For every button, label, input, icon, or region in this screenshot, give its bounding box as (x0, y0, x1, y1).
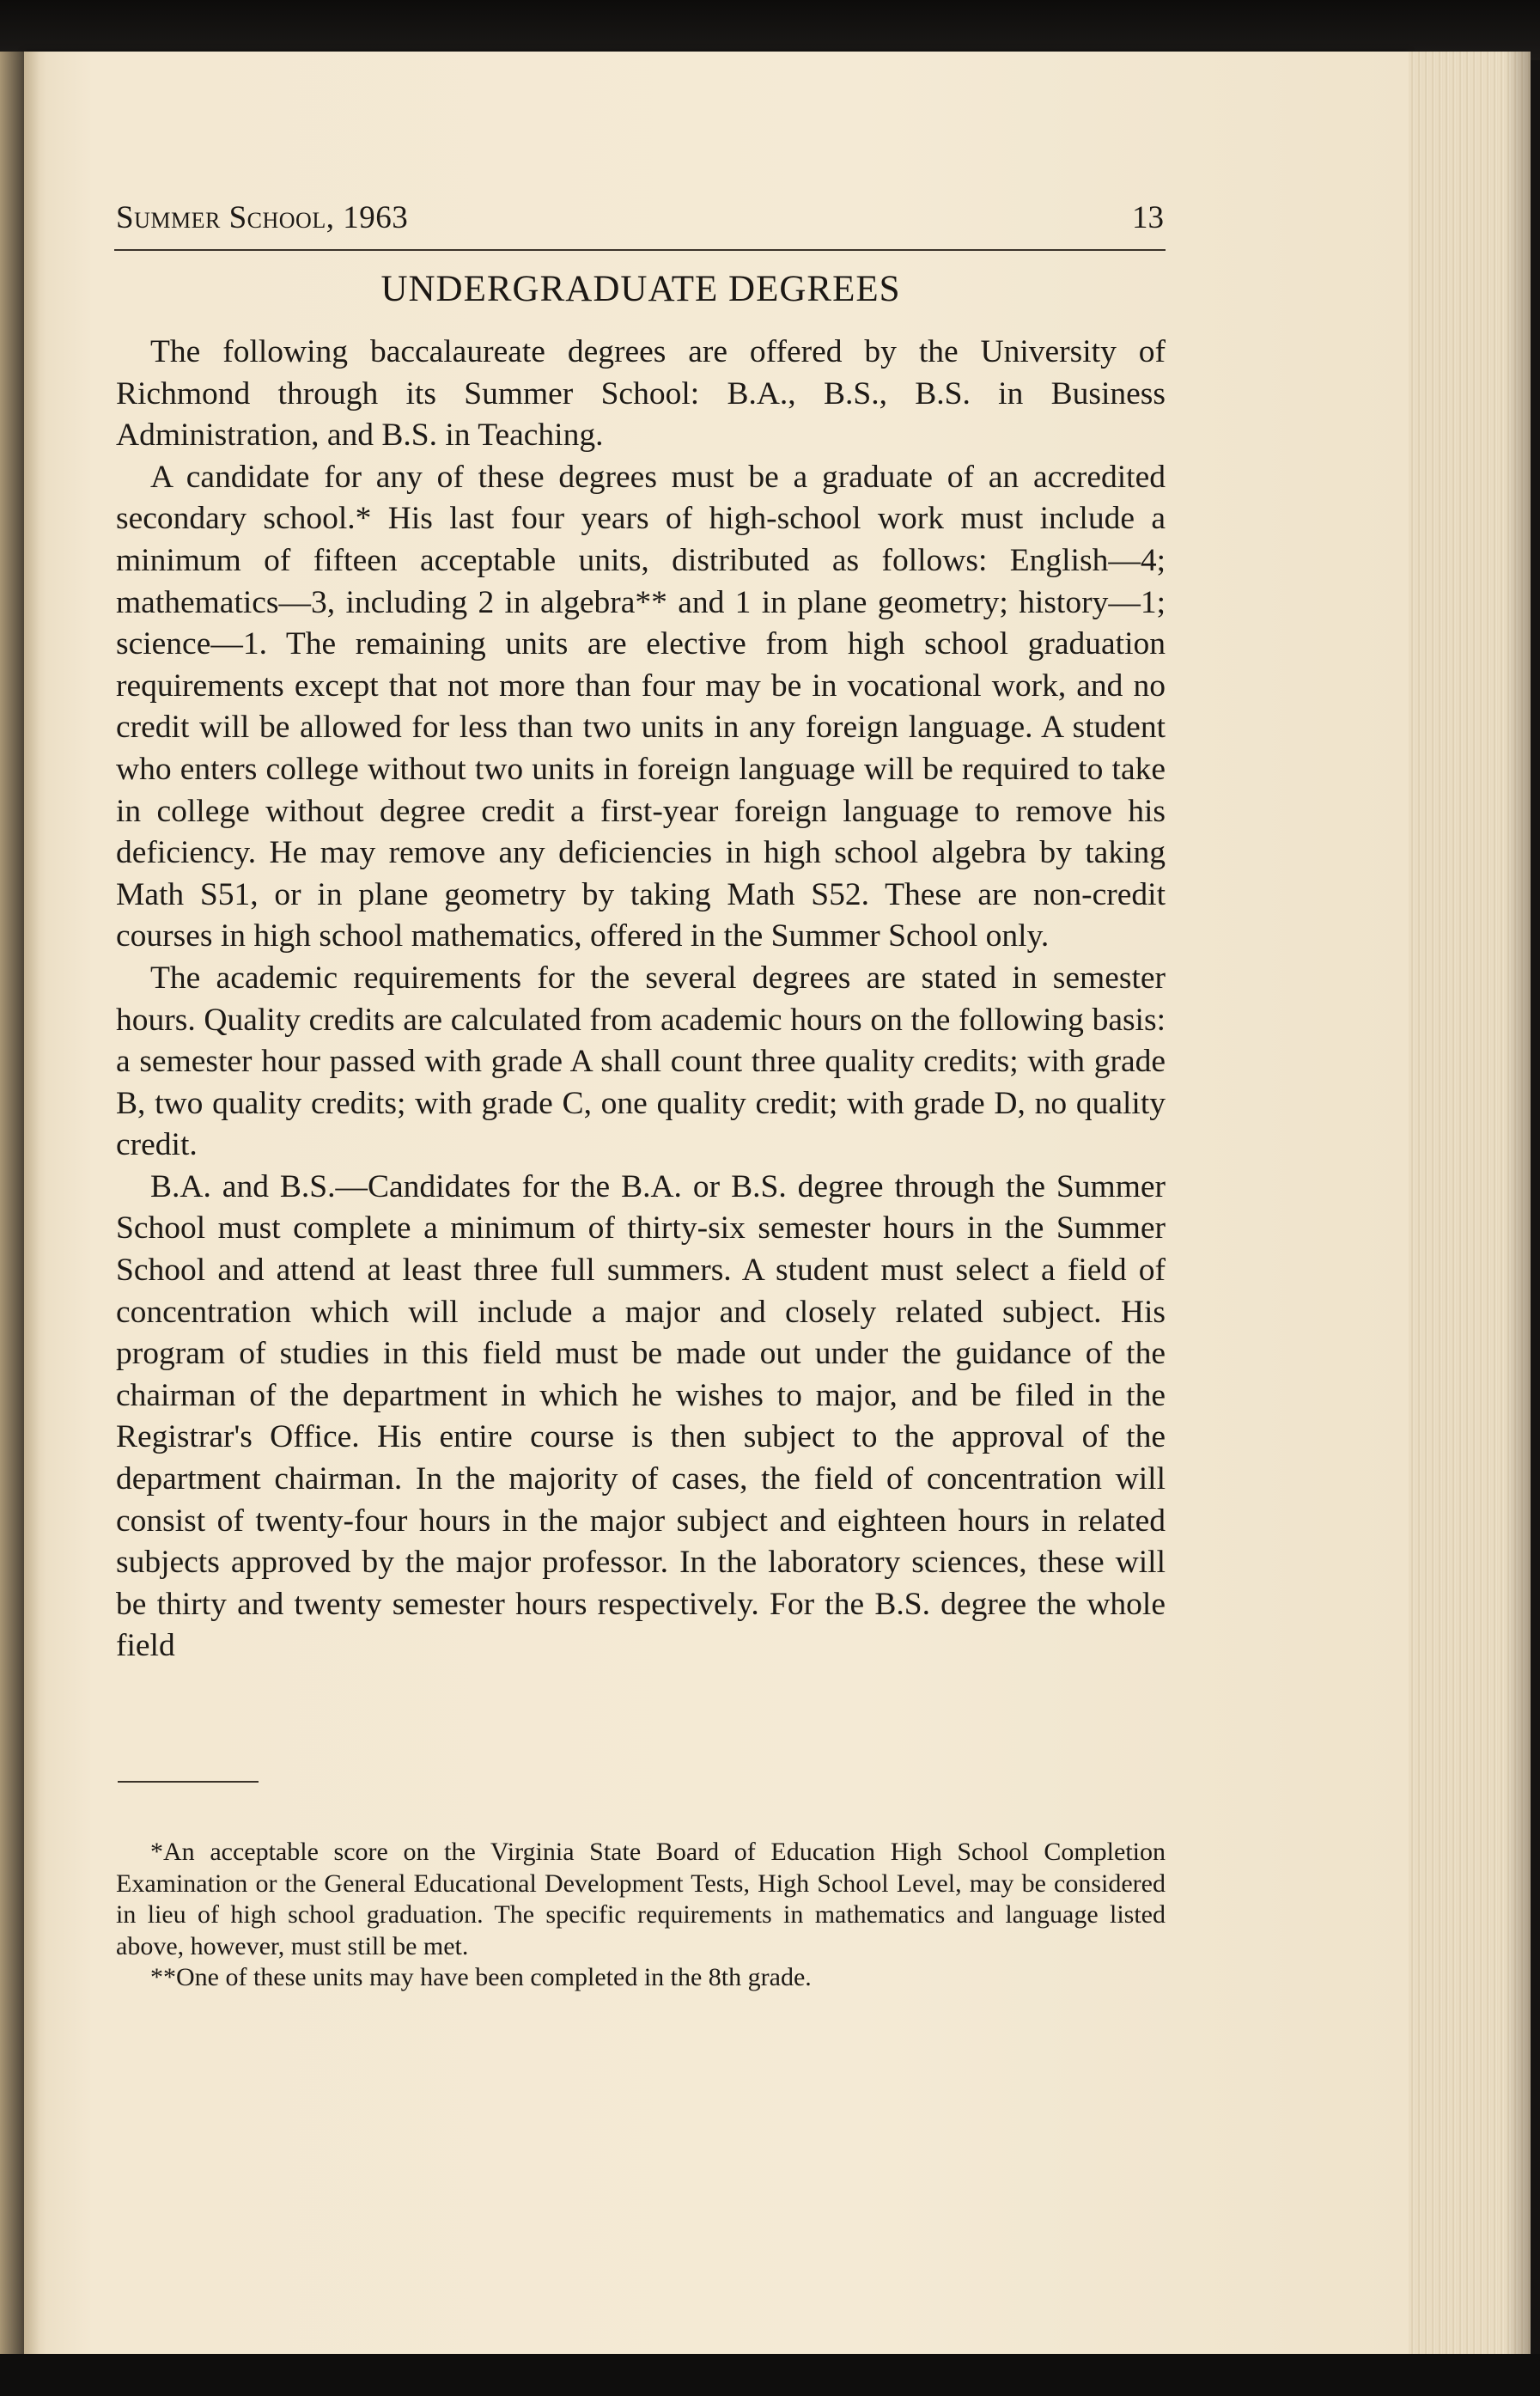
running-head (116, 199, 1164, 247)
footnotes (116, 1837, 1166, 1994)
spine-shadow (0, 52, 40, 2358)
footnote: **One of these units may have been completed in the 8th grade. (150, 1963, 812, 1991)
footnote-rule (118, 1781, 259, 1783)
paragraph: B.A. and B.S.—Candidates for the B.A. or B.S. degree through the Summer School must complete a minimum of thirty-six semester hours in the Summer School and attend at least three full summers. A student must select a field of concentration which will include a major and closely related subject. His program of studies in this field must be made out under the guidance of the chairman of the department in which he wishes to major, and be filed in the Registrar's Office. His entire course is then subject to the approval of the department chairman. In the majority of cases, the field of concentration will consist of twenty-four hours in the major subject and eighteen hours in related subjects approved by the major professor. In the laboratory sciences, these will be thirty and twenty semester hours respectively. For the B.S. degree the whole field (116, 1168, 1166, 1664)
running-head-title: Summer School, 1963 (116, 200, 409, 235)
body-text (116, 332, 1166, 1667)
section-heading: UNDERGRADUATE DEGREES (380, 269, 901, 309)
paragraph: A candidate for any of these degrees must be a graduate of an accredited secondary school.* His last four years of high-school work must include a minimum of fifteen acceptable units, distributed as follows: English—4; mathematics—3, including 2 in algebra** and 1 in plane geometry; history—1; science—1. The remaining units are elective from high school graduation requirements except that not more than four may be in vocational work, and no credit will be allowed for less than two units in any foreign language. A student who enters college without two units in foreign language will be required to take in college without degree credit a first-year foreign language to remove his deficiency. He may remove any deficiencies in high school algebra by taking Math S51, or in plane geometry by taking Math S52. These are non-credit courses in high school mathematics, offered in the Summer School only. (116, 459, 1166, 954)
paragraph: The academic requirements for the several degrees are stated in semester hours. Quality credits are calculated from academic hours on the following basis: a semester hour passed with grade A shall count three quality credits; with grade B, two quality credits; with grade C, one quality credit; with grade D, no quality credit. (116, 960, 1166, 1163)
page-number: 13 (1132, 200, 1164, 235)
footnote: *An acceptable score on the Virginia State Board of Education High School Completion Examination or the General Educational Development Tests, High School Level, may be considered in lieu of high school graduation. The specific requirements in mathematics and language listed above, however, must still be met. (116, 1838, 1166, 1960)
paragraph: The following baccalaureate degrees are offered by the University of Richmond through its Summer School: B.A., B.S., B.S. in Business Administration, and B.S. in Teaching. (116, 334, 1166, 454)
scan-background-bottom (0, 2354, 1540, 2396)
header-rule (114, 249, 1166, 251)
page-edges (1409, 52, 1531, 2358)
